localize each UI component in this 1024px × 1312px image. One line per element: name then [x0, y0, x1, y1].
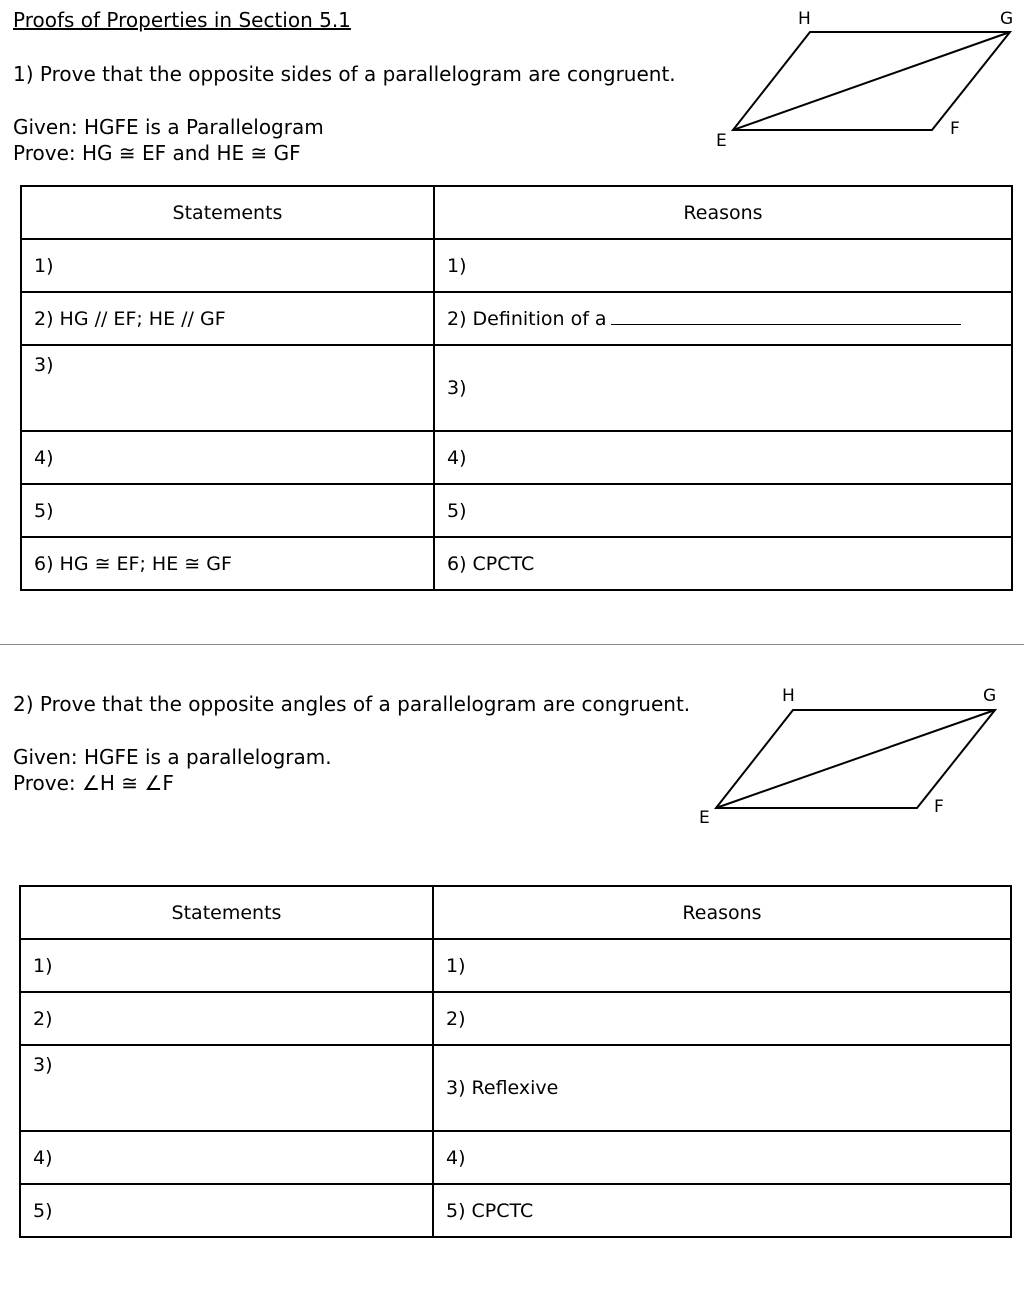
- table-row: [20, 1131, 1011, 1184]
- statement-cell: 1): [21, 239, 434, 292]
- statement-cell: 5): [21, 484, 434, 537]
- reason-cell: 4): [433, 1131, 1011, 1184]
- statement-cell: 2) HG // EF; HE // GF: [21, 292, 434, 345]
- reason-cell: 5) CPCTC: [433, 1184, 1011, 1237]
- reason-cell: [434, 292, 1012, 345]
- statements-header: Statements: [20, 886, 433, 939]
- problem2-given: Given: HGFE is a parallelogram.: [13, 745, 332, 769]
- vertex-label-e: E: [699, 808, 710, 828]
- vertex-label-f: F: [934, 797, 944, 817]
- reason-cell: 2): [433, 992, 1011, 1045]
- problem1-question: 1) Prove that the opposite sides of a parallelogram are congruent.: [13, 62, 676, 86]
- problem2-prove: Prove: ∠H ≅ ∠F: [13, 771, 174, 795]
- statement-cell: 3): [20, 1045, 433, 1131]
- reason-text: 2) Definition of a: [447, 307, 607, 330]
- statement-cell: 4): [21, 431, 434, 484]
- diagonal-eg: [733, 32, 1010, 130]
- reasons-header: Reasons: [433, 886, 1011, 939]
- reason-cell: 6) CPCTC: [434, 537, 1012, 590]
- table-row: [21, 292, 1012, 345]
- table-row: [21, 484, 1012, 537]
- reason-cell: 1): [434, 239, 1012, 292]
- vertex-label-h: H: [798, 9, 811, 29]
- reason-cell: 5): [434, 484, 1012, 537]
- statements-header: Statements: [21, 186, 434, 239]
- statement-cell: 5): [20, 1184, 433, 1237]
- table-row: [21, 537, 1012, 590]
- section-divider: [0, 644, 1024, 645]
- reasons-header: Reasons: [434, 186, 1012, 239]
- table-row: [21, 431, 1012, 484]
- table-row: [21, 239, 1012, 292]
- reason-cell: 3): [434, 345, 1012, 431]
- page-title: Proofs of Properties in Section 5.1: [13, 8, 351, 32]
- reason-cell: 1): [433, 939, 1011, 992]
- statement-cell: 3): [21, 345, 434, 431]
- vertex-label-h: H: [782, 686, 795, 706]
- diagonal-eg: [716, 710, 995, 808]
- statement-cell: 6) HG ≅ EF; HE ≅ GF: [21, 537, 434, 590]
- problem2-question: 2) Prove that the opposite angles of a parallelogram are congruent.: [13, 692, 691, 716]
- vertex-label-e: E: [716, 131, 727, 151]
- statement-cell: 4): [20, 1131, 433, 1184]
- parallelogram-figure-1: [0, 0, 1024, 160]
- fill-in-blank: [611, 308, 961, 325]
- proof-table-1: [20, 185, 1013, 591]
- reason-cell: 3) Reflexive: [433, 1045, 1011, 1131]
- problem1-given: Given: HGFE is a Parallelogram: [13, 115, 324, 139]
- table-row: [21, 345, 1012, 431]
- table-row: [20, 992, 1011, 1045]
- vertex-label-g: G: [1000, 9, 1014, 29]
- problem1-prove: Prove: HG ≅ EF and HE ≅ GF: [13, 141, 301, 165]
- statement-cell: 1): [20, 939, 433, 992]
- table-row: [20, 939, 1011, 992]
- vertex-label-g: G: [983, 686, 997, 706]
- table-row: [20, 1184, 1011, 1237]
- statement-cell: 2): [20, 992, 433, 1045]
- parallelogram-figure-2: [0, 670, 1024, 830]
- proof-table-2: [19, 885, 1012, 1238]
- reason-cell: 4): [434, 431, 1012, 484]
- vertex-label-f: F: [950, 119, 960, 139]
- table-row: [20, 1045, 1011, 1131]
